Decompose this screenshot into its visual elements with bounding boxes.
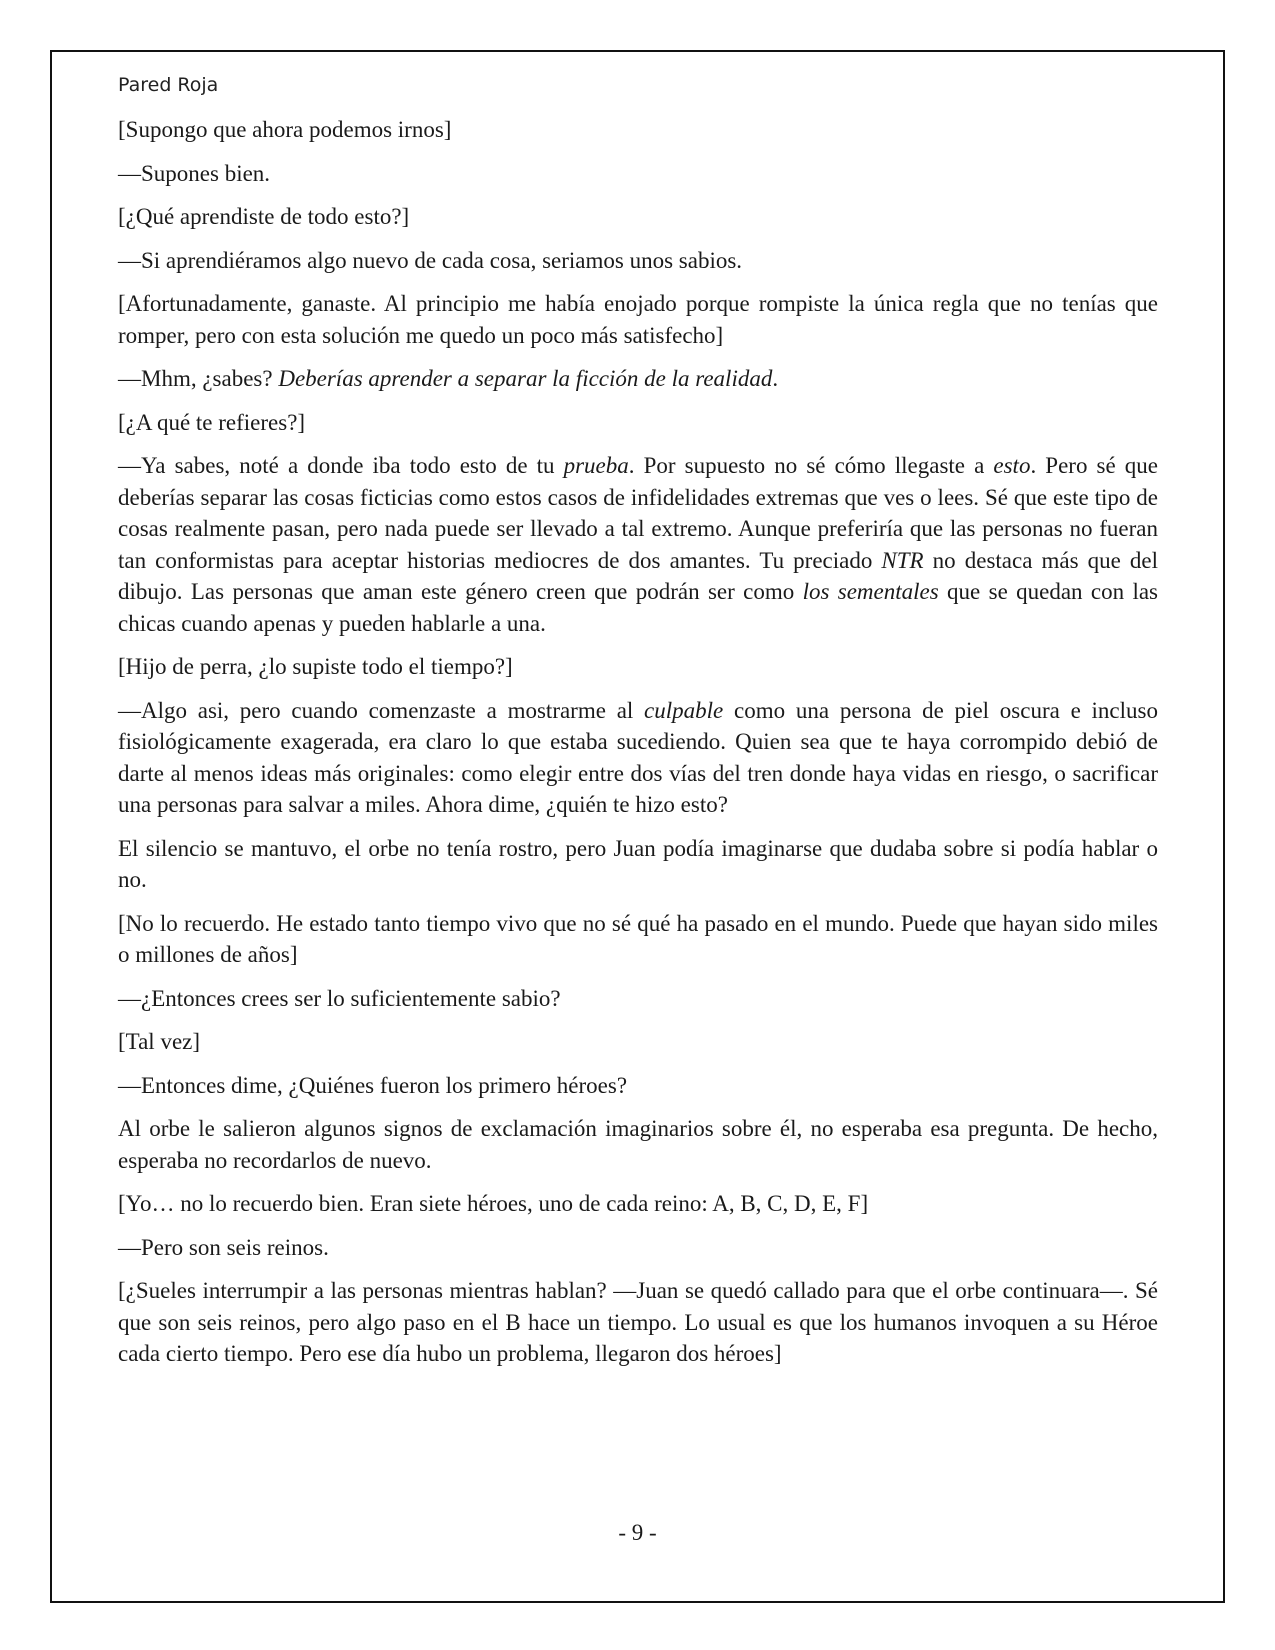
paragraph: [¿A qué te refieres?] xyxy=(118,409,306,435)
italic-word: esto xyxy=(993,453,1031,478)
paragraph: [No lo recuerdo. He estado tanto tiempo vivo que no sé qué ha pasado en el mundo. Puede que hayan sido miles o millones de años] xyxy=(118,910,1158,967)
paragraph: [¿Sueles interrumpir a las personas mientras hablan? —Juan se quedó callado para que el orbe continuara—. Sé que son seis reinos, pero algo paso en el B hace un tiempo. Lo usual es que los humanos invoquen a su Héroe cada cierto tiempo. Pero ese día hubo un problema, llegaron dos héroes] xyxy=(118,1278,1158,1366)
italic-word: culpable xyxy=(644,697,724,723)
italic-phrase: los sementales xyxy=(802,579,939,604)
paragraph: —Mhm, ¿sabes? Deberías aprender a separar la ficción de la realidad. xyxy=(118,366,779,391)
body-text xyxy=(118,114,1158,1382)
page-number: - 9 - xyxy=(618,1520,657,1545)
paragraph: Al orbe le salieron algunos signos de exclamación imaginarios sobre él, no esperaba esa pregunta. De hecho, esperaba no recordarlos de nuevo. xyxy=(118,1116,1158,1173)
paragraph: —Algo asi, pero cuando comenzaste a mostrarme al culpable como una persona de piel oscura e incluso fisiológicamente exagerada, era claro lo que estaba sucediendo. Quien sea que te haya corrompido debió de darte al menos ideas más originales: como elegir entre dos vías del tren donde haya vidas en riesgo, o sacrificar una personas para salvar a miles. Ahora dime, ¿quién te hizo esto? xyxy=(118,697,1158,817)
paragraph: [Afortunadamente, ganaste. Al principio me había enojado porque rompiste la única regla que no tenías que romper, pero con esta solución me quedo un poco más satisfecho] xyxy=(118,291,1158,348)
running-header: Pared Roja xyxy=(118,74,219,96)
paragraph: —¿Entonces crees ser lo suficientemente sabio? xyxy=(118,985,561,1011)
paragraph: El silencio se mantuvo, el orbe no tenía rostro, pero Juan podía imaginarse que dudaba sobre si podía hablar o no. xyxy=(118,835,1158,892)
paragraph: [¿Qué aprendiste de todo esto?] xyxy=(118,204,410,229)
paragraph: —Si aprendiéramos algo nuevo de cada cosa, seriamos unos sabios. xyxy=(118,247,743,273)
paragraph: [Yo… no lo recuerdo bien. Eran siete héroes, uno de cada reino: A, B, C, D, E, F] xyxy=(118,1191,869,1216)
paragraph: [Supongo que ahora podemos irnos] xyxy=(118,117,452,142)
paragraph: [Tal vez] xyxy=(118,1029,201,1054)
italic-word: prueba xyxy=(563,453,629,478)
italic-word: NTR xyxy=(881,547,924,573)
paragraph: —Pero son seis reinos. xyxy=(118,1234,329,1260)
paragraph: —Entonces dime, ¿Quiénes fueron los primero héroes? xyxy=(118,1072,628,1098)
italic-phrase: Deberías aprender a separar la ficción de la realidad xyxy=(278,366,773,391)
paragraph: —Supones bien. xyxy=(118,160,271,186)
paragraph: [Hijo de perra, ¿lo supiste todo el tiempo?] xyxy=(118,654,513,679)
paragraph: —Ya sabes, noté a donde iba todo esto de tu prueba. Por supuesto no sé cómo llegaste a esto. Pero sé que deberías separar las cosas ficticias como estos casos de infidelidades extremas que ves o lees. Sé que este tipo de cosas realmente pasan, pero nada puede ser llevado a tal extremo. Aunque preferiría que las personas no fueran tan conformistas para aceptar historias mediocres de dos amantes. Tu preciado NTR no destaca más que del dibujo. Las personas que aman este género creen que podrán ser como los sementales que se quedan con las chicas cuando apenas y pueden hablarle a una. xyxy=(118,453,1159,636)
